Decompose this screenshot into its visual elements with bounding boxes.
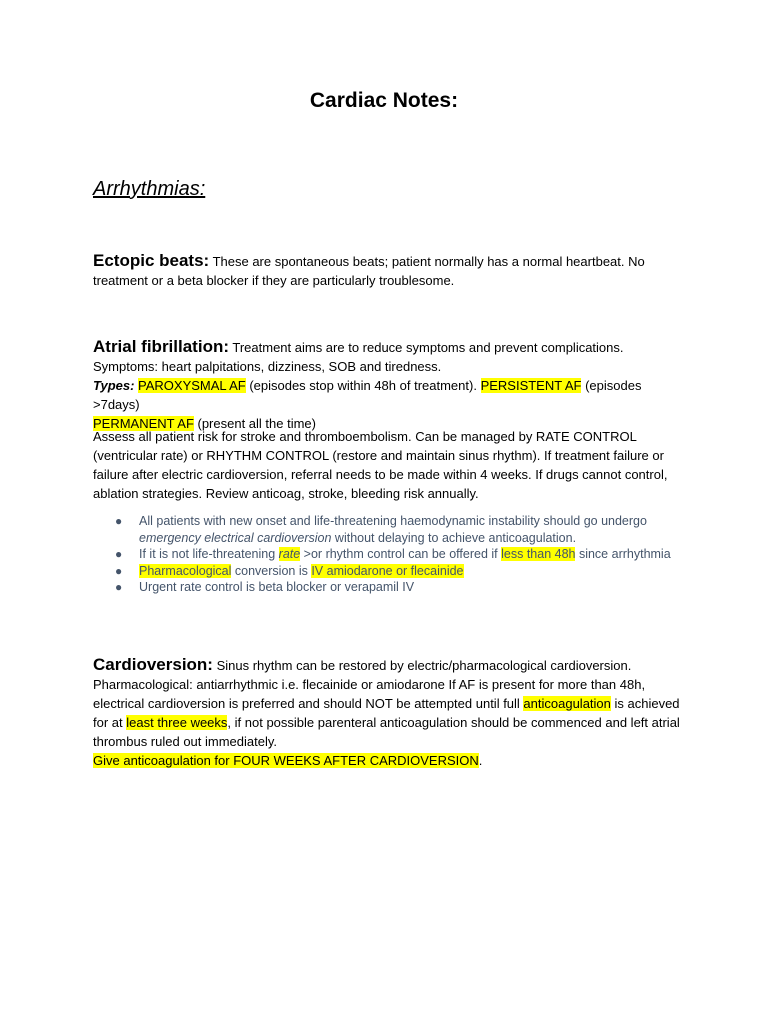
cardioversion-highlight: anticoagulation [523,696,611,711]
list-item [93,513,688,546]
cardioversion-heading: Cardioversion: [93,655,213,674]
list-item [93,546,688,563]
af-types-label: Types: [93,378,135,393]
cardioversion-highlight: least three weeks [126,715,228,730]
af-type-persistent-desc: (episodes >7days) [93,378,642,412]
list-item [93,563,688,580]
bullet-text-italic: emergency electrical cardioversion [139,530,332,545]
af-type-permanent: PERMANENT AF [93,416,194,431]
bullet-highlight: less than 48h [501,547,576,561]
bullet-text: without delaying to achieve anticoagulation. [331,530,577,545]
ectopic-heading: Ectopic beats: [93,251,210,270]
bullet-text: >or rhythm control can be offered if [300,547,502,561]
bullet-highlight: rate [278,547,301,561]
bullet-icon: ● [115,547,123,561]
af-paragraph [93,337,688,433]
bullet-text: Urgent rate control is beta blocker or verapamil IV [139,580,415,594]
af-type-persistent: PERSISTENT AF [480,378,582,393]
cardioversion-intro: Sinus rhythm can be restored by electric/pharmacological cardioversion. [212,658,632,673]
af-type-paroxysmal-desc: (episodes stop within 48h of treatment). [245,378,481,393]
bullet-highlight: IV amiodarone or flecainide [311,563,464,578]
ectopic-paragraph [93,251,688,290]
cardioversion-paragraph [93,655,688,770]
bullet-icon: ● [115,580,123,594]
bullet-icon: ● [115,514,123,528]
af-assess-paragraph: Assess all patient risk for stroke and thromboembolism. Can be managed by RATE CONTROL (ventricular rate) or RHYTHM CONTROL (restore and maintain sinus rhythm). If treatment failure or failure after electric cardioversion, referral needs to be made within 4 weeks. If drugs cannot control, ablation strategies. Review anticoag, stroke, bleeding risk annually. [93,429,668,501]
af-intro: Treatment aims are to reduce symptoms and prevent complications. [229,340,624,355]
page-title: Cardiac Notes: [309,89,459,112]
bullet-text: If it is not life-threatening [139,547,279,561]
af-symptoms: Symptoms: heart palpitations, dizziness, SOB and tiredness. [93,359,442,374]
bullet-text: conversion is [231,563,312,578]
af-heading: Atrial fibrillation: [93,337,229,356]
bullet-icon: ● [115,563,123,578]
list-item [93,579,688,596]
bullet-text: since arrhythmia [575,547,671,561]
af-type-permanent-desc: (present all the time) [193,416,316,431]
bullet-text: All patients with new onset and life-threatening haemodynamic instability should go undergo [139,514,647,528]
af-bullet-list [93,513,688,596]
cardioversion-text: is achieved for at [93,696,680,730]
section-heading-arrhythmias: Arrhythmias: [93,178,206,200]
cardioversion-text: . [478,753,483,768]
cardioversion-highlight: Give anticoagulation for FOUR WEEKS AFTER CARDIOVERSION [93,753,479,768]
af-type-paroxysmal: PAROXYSMAL AF [138,378,246,393]
cardioversion-text: , if not possible parenteral anticoagulation should be commenced and left atrial thrombus ruled out immediately. [93,715,680,749]
ectopic-text: These are spontaneous beats; patient normally has a normal heartbeat. No treatment or a beta blocker if they are particularly troublesome. [93,254,645,288]
bullet-highlight: Pharmacological [139,563,232,578]
cardioversion-text: Pharmacological: antiarrhythmic i.e. flecainide or amiodarone If AF is present for more than 48h, electrical cardioversion is preferred and should NOT be attempted until full [93,677,646,711]
